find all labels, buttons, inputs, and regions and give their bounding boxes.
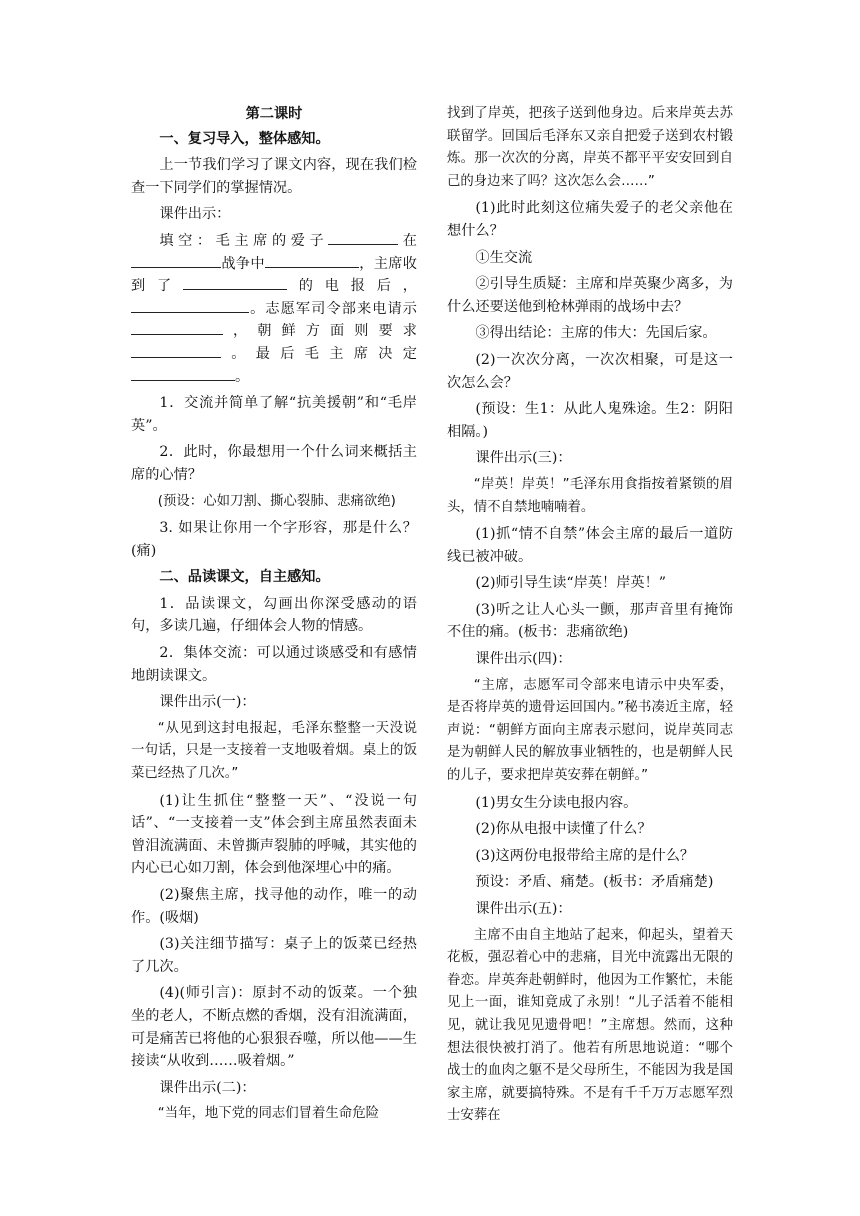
question-item: 3. 如果让你用一个字形容，那是什么？(痛) — [131, 520, 417, 559]
courseware-label: 课件出示(五)： — [475, 901, 572, 917]
fill-text: 。 — [235, 368, 250, 385]
fill-blank — [131, 366, 235, 381]
step-item: 1．品读课文，勾画出你深受感动的语句，多读几遍，仔细体会人物的情感。 — [131, 595, 417, 635]
courseware-label: 课件出示(二)： — [159, 1079, 256, 1096]
sub-item: ②引导生质疑：主席和岸英聚少离多，为什么还要送他到枪林弹雨的战场中去？ — [447, 276, 733, 315]
sub-item: ③得出结论：主席的伟大：先国后家。 — [475, 325, 717, 342]
quote-block: 主席不由自主地站了起来，仰起头，望着天花板，强忍着心中的悲痛，目光中流露出无限的眷恋。岸英奔赴朝鲜时，他因为工作繁忙，未能见上一面，谁知竟成了永别！“儿子活着不能相见，就让我见见遗骨吧！”主席想。然而，这种想法很快被打消了。他若有所思地说道：“哪个战士的血肉之躯不是父母所生，不能因为我是国家主席，就要搞特殊。不是有千千万万志愿军烈士安葬在 — [447, 927, 733, 1124]
fill-text: 在 — [398, 232, 417, 249]
quote-block: “岸英！岸英！”毛泽东用食指按着紧锁的眉头，情不自禁地喃喃着。 — [447, 476, 733, 515]
courseware-label: 课件出示(一)： — [159, 694, 256, 711]
quote-block: 找到了岸英，把孩子送到他身边。后来岸英去苏联留学。回国后毛泽东又亲自把爱子送到农村锻炼。那一次次的分离，岸英不都平平安安回到自己的身边来了吗？这次怎么会……” — [447, 106, 733, 189]
analysis-item: (2)师引导生读“岸英！岸英！” — [475, 575, 667, 592]
fill-blank — [131, 253, 221, 268]
section-heading-reading: 二、品读课文，自主感知。 — [159, 569, 330, 586]
fill-text: 战争中 — [221, 255, 265, 272]
fill-blank — [131, 320, 223, 335]
courseware-label: 课件出示(四)： — [475, 651, 572, 668]
fill-blank — [131, 343, 221, 358]
fill-text: 的电报后， — [287, 278, 417, 295]
section-heading-review: 一、复习导入，整体感知。 — [159, 130, 330, 147]
fill-text: 填空：毛主席的爱子 — [159, 232, 329, 249]
question-item: 1．交流并简单了解“抗美援朝”和“毛岸英”。 — [131, 395, 417, 434]
courseware-label: 课件出示： — [159, 206, 231, 223]
fill-in-exercise — [131, 230, 417, 388]
right-column — [447, 103, 733, 1132]
analysis-item: (1)让生抓住“整整一天”、“没说一句话”、“一支接着一支”体会到主席虽然表面未曾泪流满面、未曾撕声裂肺的呼喊，其实他的内心已心如刀割，体会到他深埋心中的痛。 — [131, 792, 417, 877]
fill-blank — [328, 230, 398, 245]
sub-item: ①生交流 — [475, 249, 533, 266]
fill-text: 。最后毛主席决定 — [221, 345, 417, 362]
lesson-title: 第二课时 — [245, 106, 303, 122]
step-item: 2．集体交流：可以通过谈感受和有感情地朗读课文。 — [131, 645, 417, 684]
question-item: (2)一次次分离，一次次相聚，可是这一次怎么会？ — [447, 351, 733, 391]
quote-block: “当年，地下党的同志们冒着生命危险 — [157, 1106, 379, 1122]
quote-block: “从见到这封电报起，毛泽东整整一天没说一句话，只是一支接着一支地吸着烟。桌上的饭菜已经热了几次。” — [131, 720, 417, 782]
analysis-item: (2)你从电报中读懂了什么？ — [475, 821, 652, 838]
quote-block: “主席，志愿军司令部来电请示中央军委，是否将岸英的遗骨运回国内。”秘书凑近主席，轻声说：“朝鲜方面向主席表示慰问，说岸英同志是为朝鲜人民的解放事业牺牲的，也是朝鲜人民的儿子，要求把岸英安葬在朝鲜。” — [447, 677, 733, 784]
courseware-label: 课件出示(三)： — [475, 450, 572, 467]
fill-text: 。志愿军司令部来电请示 — [249, 300, 417, 317]
analysis-item: (1)男女生分读电报内容。 — [475, 794, 638, 811]
analysis-item: (3)听之让人心头一颤，那声音里有掩饰不住的痛。(板书：悲痛欲绝) — [447, 601, 733, 641]
analysis-item: (4)(师引言)：原封不动的饭菜。一个独坐的老人，不断点燃的香烟，没有泪流满面，可是痛苦已将他的心狠狠吞噬，所以他——生接读“从收到……吸着烟。” — [131, 985, 417, 1070]
fill-blank — [265, 253, 359, 268]
fill-text: ，朝鲜方面则要求 — [223, 323, 417, 340]
analysis-item: (3)关注细节描写：桌子上的饭菜已经热了几次。 — [131, 936, 417, 975]
paragraph: 上一节我们学习了课文内容，现在我们检查一下同学们的掌握情况。 — [131, 157, 417, 196]
preset-answer: (预设：心如刀割、撕心裂肺、悲痛欲绝) — [157, 493, 396, 509]
fill-blank — [183, 275, 287, 290]
analysis-item: (3)这两份电报带给主席的是什么？ — [475, 847, 695, 864]
question-item: 2．此时，你最想用一个什么词来概括主席的心情？ — [131, 444, 417, 483]
preset-answer: 预设：矛盾、痛楚。(板书：矛盾痛楚) — [475, 874, 714, 891]
fill-text: ，主席收到了 — [131, 255, 417, 295]
preset-answer: (预设：生1：从此人鬼殊途。生2：阴阳相隔。) — [447, 401, 733, 440]
question-item: (1)此时此刻这位痛失爱子的老父亲他在想什么？ — [447, 200, 733, 239]
analysis-item: (1)抓“情不自禁”体会主席的最后一道防线已被冲破。 — [447, 526, 733, 565]
analysis-item: (2)聚焦主席，找寻他的动作，唯一的动作。(吸烟) — [131, 887, 417, 926]
fill-blank — [131, 298, 249, 313]
left-column — [131, 103, 417, 1130]
